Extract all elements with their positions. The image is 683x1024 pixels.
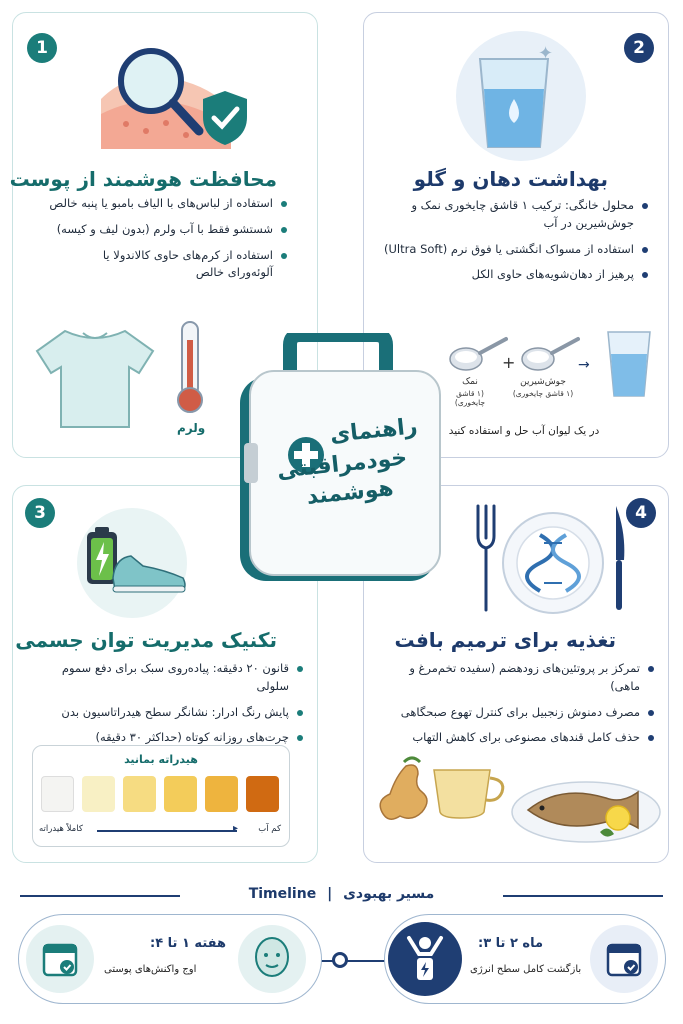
list-item: پایش رنگ ادرار: نشانگر سطح هیدراتاسیون بدن [33, 704, 303, 722]
salt-label: نمک [462, 377, 478, 387]
knife-icon [610, 502, 630, 614]
timeline-heading: Timeline | مسیر بهبودی [248, 886, 435, 902]
urine-swatch [246, 776, 279, 812]
kit-title-line1: راهنمای [328, 414, 419, 449]
plus-icon: + [502, 353, 516, 372]
section-number-2: 2 [624, 33, 654, 63]
section3-bullets [33, 660, 303, 755]
sneaker-icon [109, 548, 189, 596]
kit-title-line3: هوشمند [305, 476, 395, 511]
timeline-heading-fa: مسیر بهبودی [343, 886, 435, 902]
instruction-text: در یک لیوان آب حل و استفاده کنید [448, 425, 600, 437]
salt-amount: (۱ قاشق چایخوری) [454, 388, 486, 408]
person-badge [388, 922, 462, 996]
face-badge [238, 925, 306, 993]
section3-title: تکنیک مدیریت توان جسمی [15, 628, 277, 652]
soda-amount: (۱ قاشق چایخوری) [512, 388, 574, 398]
calendar-badge [590, 925, 658, 993]
urine-swatch [123, 776, 156, 812]
section-number-1: 1 [27, 33, 57, 63]
calendar-badge [26, 925, 94, 993]
soda-spoon-icon [520, 333, 580, 375]
calendar-icon [40, 939, 80, 979]
face-icon [248, 933, 296, 985]
person-energy-icon [403, 934, 447, 984]
scale-arrow [97, 830, 237, 832]
section4-title: تغذیه برای ترمیم بافت [394, 628, 616, 652]
list-item: تمرکز بر پروتئین‌های زودهضم (سفیده تخم‌مرغ و ماهی) [378, 660, 654, 696]
soda-label: جوش‌شیرین [520, 377, 566, 387]
section2-bullets [378, 197, 648, 292]
list-item: قانون ۲۰ دقیقه: پیاده‌روی سبک برای دفع سموم سلولی [33, 660, 303, 696]
stage1-title: هفته ۱ تا ۴: [150, 936, 226, 951]
scale-right-label: کم آب [258, 824, 281, 834]
timeline-node [332, 952, 348, 968]
stage1-subtitle: اوج واکنش‌های پوستی [104, 964, 197, 975]
thermometer-label: ولرم [177, 421, 206, 435]
section-number-3: 3 [25, 498, 55, 528]
kit-title [275, 411, 437, 514]
calendar-icon [604, 939, 644, 979]
list-item: چرت‌های روزانه کوتاه (حداکثر ۳۰ دقیقه) [33, 729, 303, 747]
stage2-subtitle: بازگشت کامل سطح انرژی [470, 964, 582, 975]
list-item: حذف کامل قندهای مصنوعی برای کاهش التهاب [378, 729, 654, 747]
fish-icon [510, 766, 662, 846]
section-number-4: 4 [626, 498, 656, 528]
tshirt-icon [35, 323, 155, 433]
list-item: استفاده از کرم‌های حاوی کالاندولا یا آلوئه‌ورای خالص [35, 247, 287, 283]
list-item: استفاده از مسواک انگشتی یا فوق نرم (Ultra Soft) [378, 241, 648, 259]
list-item: مصرف دمنوش زنجبیل برای کنترل تهوع صبحگاهی [378, 704, 654, 722]
sparkle-icon: ✦ [538, 43, 554, 64]
list-item: شستشو فقط با آب ولرم (بدون لیف و کیسه) [35, 221, 287, 239]
tea-icon [430, 762, 508, 820]
urine-swatch [82, 776, 115, 812]
water-glass-icon [474, 53, 554, 153]
list-item: پرهیز از دهان‌شویه‌های حاوی الکل [378, 266, 648, 284]
scale-left-label: کاملاً هیدراته [39, 824, 83, 834]
timeline-section [0, 876, 683, 1024]
section1-bullets [35, 195, 287, 290]
urine-swatch [41, 776, 74, 812]
dna-plate-icon [500, 510, 606, 616]
salt-spoon-icon [448, 333, 508, 375]
thermometer-icon [173, 318, 207, 418]
arrow-head-icon: ▸ [233, 823, 239, 834]
hydration-title: هیدراته بمانید [124, 753, 198, 766]
stage2-title: ماه ۲ تا ۳: [478, 936, 544, 951]
section1-title: محافظت هوشمند از پوست [9, 167, 277, 191]
list-item: محلول خانگی: ترکیب ۱ قاشق چایخوری نمک و جوش‌شیرین در آب [378, 197, 648, 233]
list-item: استفاده از لباس‌های با الیاف بامبو یا پنبه خالص [35, 195, 287, 213]
shield-check-icon [199, 89, 251, 147]
timeline-heading-en: Timeline [248, 886, 317, 902]
section2-title: بهداشت دهان و گلو [413, 167, 608, 191]
ginger-icon [374, 756, 436, 836]
section4-bullets [378, 660, 654, 755]
glass-icon [604, 328, 654, 400]
kit-title-line2: خودمراقبتی [275, 445, 409, 484]
arrow-right-icon: → [578, 357, 590, 373]
fork-icon [474, 502, 498, 614]
urine-swatch [205, 776, 238, 812]
hydration-scale [32, 745, 290, 847]
urine-swatch [164, 776, 197, 812]
